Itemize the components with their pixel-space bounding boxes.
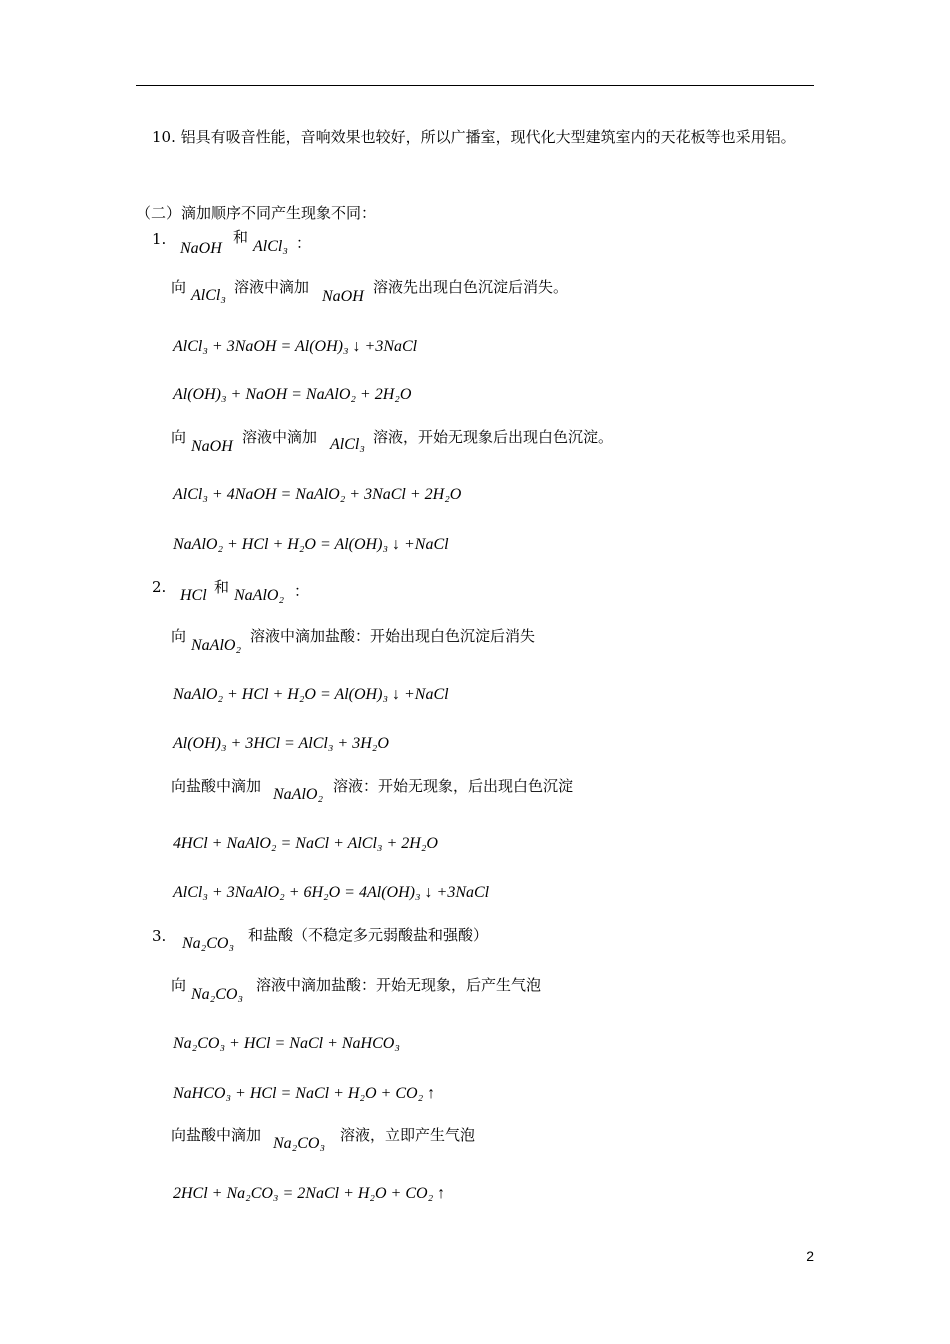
case-text: 溶液：开始无现象，后出现白色沉淀 [333,777,574,795]
formula-naoh: NaOH [322,288,364,305]
case-text: 溶液中滴加盐酸：开始出现白色沉淀后消失 [250,627,536,645]
equation: NaAlO₂ + HCl + H₂O = Al(OH)₃ ↓ +NaCl [173,686,449,703]
formula-hcl: HCl [180,587,207,604]
equation: Na₂CO₃ + HCl = NaCl + NaHCO₃ [173,1035,400,1052]
case-prefix: 向盐酸中滴加 [171,777,262,795]
and-label: 和 [214,578,230,596]
colon: ： [294,582,310,600]
equation: Al(OH)₃ + NaOH = NaAlO₂ + 2H₂O [173,386,412,403]
case-prefix: 向 [171,278,187,296]
equation: 4HCl + NaAlO₂ = NaCl + AlCl₃ + 2H₂O [173,835,438,852]
formula-alcl3: AlCl₃ [253,238,288,255]
header-rule [136,85,814,86]
case-text: 溶液先出现白色沉淀后消失。 [373,278,569,296]
case-text: 溶液中滴加 [234,278,310,296]
formula-naalo2: NaAlO₂ [234,587,285,604]
equation: AlCl₃ + 3NaAlO₂ + 6H₂O = 4Al(OH)₃ ↓ +3NaCl [173,884,490,901]
equation: Al(OH)₃ + 3HCl = AlCl₃ + 3H₂O [173,735,389,752]
formula-na2co3: Na₂CO₃ [191,986,244,1003]
formula-alcl3: AlCl₃ [330,436,365,453]
case-prefix: 向盐酸中滴加 [171,1126,262,1144]
item-2-number: 2. [152,578,167,596]
equation: AlCl₃ + 3NaOH = Al(OH)₃ ↓ +3NaCl [173,338,418,355]
formula-naalo2: NaAlO₂ [191,637,242,654]
case-text: 溶液，立即产生气泡 [340,1126,476,1144]
case-prefix: 向 [171,627,187,645]
item-3-heading: 和盐酸（不稳定多元弱酸盐和强酸） [248,926,489,944]
paragraph-10: 10. 铝具有吸音性能，音响效果也较好，所以广播室，现代化大型建筑室内的天花板等也采用铝。 [152,128,796,146]
page-number: 2 [806,1248,814,1264]
formula-na2co3: Na₂CO₃ [273,1135,326,1152]
equation: 2HCl + Na₂CO₃ = 2NaCl + H₂O + CO₂ ↑ [173,1185,446,1202]
equation: NaAlO₂ + HCl + H₂O = Al(OH)₃ ↓ +NaCl [173,536,449,553]
equation: AlCl₃ + 4NaOH = NaAlO₂ + 3NaCl + 2H₂O [173,486,462,503]
case-text: 溶液中滴加 [242,428,318,446]
section-title: （二）滴加顺序不同产生现象不同： [136,204,377,222]
case-prefix: 向 [171,428,187,446]
formula-naoh: NaOH [191,438,233,455]
case-text: 溶液中滴加盐酸：开始无现象，后产生气泡 [256,976,542,994]
formula-naalo2: NaAlO₂ [273,786,324,803]
item-1-number: 1. [152,230,167,248]
case-prefix: 向 [171,976,187,994]
colon: ： [296,234,312,252]
case-text: 溶液，开始无现象后出现白色沉淀。 [373,428,614,446]
formula-na2co3: Na₂CO₃ [182,935,235,952]
formula-naoh: NaOH [180,240,222,257]
equation: NaHCO₃ + HCl = NaCl + H₂O + CO₂ ↑ [173,1085,436,1102]
formula-alcl3: AlCl₃ [191,287,226,304]
and-label: 和 [233,228,249,246]
item-3-number: 3. [152,927,167,945]
